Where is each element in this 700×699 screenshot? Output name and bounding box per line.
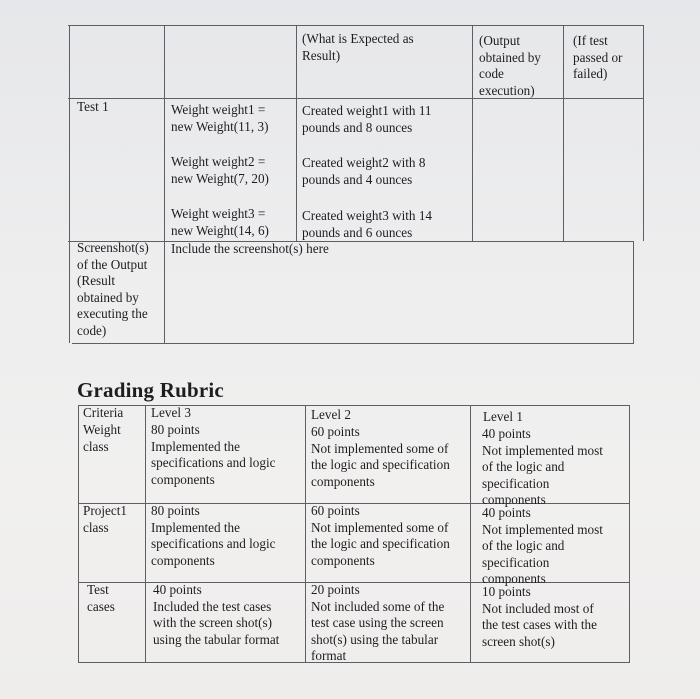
rubric-col-divider-2: [305, 405, 306, 662]
case-1-expected: Created weight1 with 11 pounds and 8 ounces: [302, 103, 432, 135]
rubric-row-1-level2: 60 points Not implemented some of the logic and specification components: [311, 424, 450, 489]
rubric-row-1-level1: 40 points Not implemented most of the logic and specification components: [482, 426, 603, 507]
rubric-title: Grading Rubric: [77, 378, 224, 402]
rubric-col-divider-3: [470, 405, 471, 662]
table-border-right: [643, 25, 644, 241]
table-border-right-lower: [633, 241, 634, 344]
case-1-input: Weight weight1 = new Weight(11, 3): [171, 102, 269, 134]
table-col-divider-3: [472, 25, 473, 241]
rubric-row-2-level2: 60 points Not implemented some of the logic and specification components: [311, 503, 450, 568]
header-expected: (What is Expected as Result): [302, 31, 414, 63]
rubric-row-2-level3: 80 points Implemented the specifications and logic components: [151, 503, 276, 568]
table-col-divider-4: [563, 25, 564, 241]
case-3-input: Weight weight3 = new Weight(14, 6): [171, 206, 269, 238]
rubric-row-2-level1: 40 points Not implemented most of the logic and specification components: [482, 505, 603, 586]
case-2-expected: Created weight2 with 8 pounds and 4 ounces: [302, 155, 426, 187]
rubric-row-3-level2: 20 points Not included some of the test case using the screen shot(s) using the tabular format: [311, 582, 445, 663]
rubric-row-2-criteria: Project1 class: [83, 503, 127, 535]
rubric-row-1-level3: 80 points Implemented the specifications and logic components: [151, 422, 276, 487]
rubric-col-divider-1: [145, 405, 146, 662]
table-border-test-bottom: [68, 241, 634, 242]
rubric-row-3-criteria: Test cases: [87, 582, 115, 614]
header-output: (Output obtained by code execution): [479, 33, 541, 98]
case-3-expected: Created weight3 with 14 pounds and 6 ounces: [302, 208, 433, 240]
table-border-bottom: [72, 343, 634, 344]
rubric-row-3-level1: 10 points Not included most of the test cases with the screen shot(s): [482, 584, 597, 649]
screenshot-placeholder: Include the screenshot(s) here: [171, 241, 329, 256]
screenshot-label: Screenshot(s) of the Output (Result obtained by executing the code): [77, 240, 149, 338]
rubric-row-1-criteria: Weight class: [83, 422, 121, 454]
rubric-header-level3: Level 3: [151, 405, 191, 420]
test-label: Test 1: [77, 99, 109, 114]
rubric-row-3-level3: 40 points Included the test cases with the screen shot(s) using the tabular format: [153, 582, 280, 647]
table-border-header: [68, 98, 644, 99]
case-2-input: Weight weight2 = new Weight(7, 20): [171, 154, 269, 186]
table-border-left: [69, 25, 70, 343]
table-border-top: [68, 25, 644, 26]
rubric-border-left: [78, 405, 79, 662]
table-col-divider-2: [296, 25, 297, 241]
rubric-header-criteria: Criteria: [83, 405, 124, 420]
rubric-header-level1: Level 1: [483, 409, 523, 424]
table-col-divider-1: [164, 25, 165, 343]
rubric-header-level2: Level 2: [311, 407, 351, 422]
rubric-border-right: [629, 405, 630, 662]
header-passed: (If test passed or failed): [573, 33, 623, 81]
